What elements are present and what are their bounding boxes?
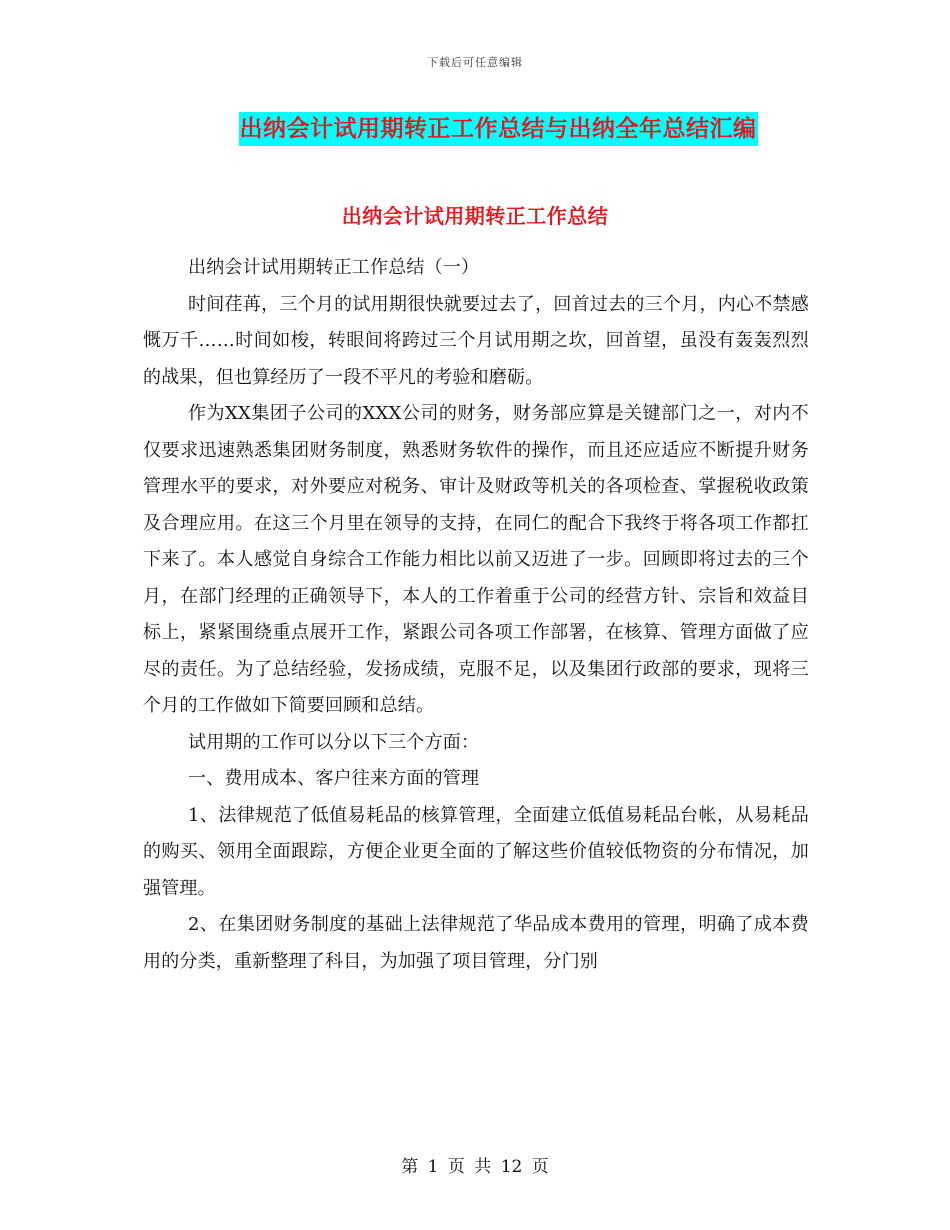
document-main-title: 出纳会计试用期转正工作总结与出纳全年总结汇编 [239, 112, 758, 146]
document-sub-title: 出纳会计试用期转正工作总结 [341, 204, 609, 228]
paragraph: 时间荏苒，三个月的试用期很快就要过去了，回首过去的三个月，内心不禁感慨万千……时间如梭，转眼间将跨过三个月试用期之坎，回首望，虽没有轰轰烈烈的战果，但也算经历了一段不平凡的考验和磨砺。 [143, 293, 809, 388]
page-header-note: 下载后可任意编辑 [427, 56, 523, 69]
paragraph-section-heading: 出纳会计试用期转正工作总结（一） [188, 257, 480, 278]
paragraph-list-heading: 一、费用成本、客户往来方面的管理 [188, 768, 480, 789]
document-body [143, 250, 809, 980]
main-title-container [0, 112, 950, 146]
paragraph-list-item: 1、法律规范了低值易耗品的核算管理，全面建立低值易耗品台帐，从易耗品的购买、领用全面跟踪，方便企业更全面的了解这些价值较低物资的分布情况，加强管理。 [143, 804, 809, 899]
paragraph: 试用期的工作可以分以下三个方面： [188, 731, 480, 753]
paragraph-list-item: 2、在集团财务制度的基础上法律规范了华品成本费用的管理，明确了成本费用的分类，重新整理了科目，为加强了项目管理，分门别 [143, 914, 809, 972]
paragraph: 作为XX集团子公司的XXX公司的财务，财务部应算是关键部门之一，对内不仅要求迅速熟悉集团财务制度，熟悉财务软件的操作，而且还应适应不断提升财务管理水平的要求，对外要应对税务、审计及财政等机关的各项检查、掌握税收政策及合理应用。在这三个月里在领导的支持，在同仁的配合下我终于将各项工作都扛下来了。本人感觉自身综合工作能力相比以前又迈进了一步。回顾即将过去的三个月，在部门经理的正确领导下，本人的工作着重于公司的经营方针、宗旨和效益目标上，紧紧围绕重点展开工作，紧跟公司各项工作部署，在核算、管理方面做了应尽的责任。为了总结经验，发扬成绩，克服不足，以及集团行政部的要求，现将三个月的工作做如下简要回顾和总结。 [143, 403, 809, 716]
page-footer: 第 1 页 共 12 页 [401, 1157, 549, 1177]
